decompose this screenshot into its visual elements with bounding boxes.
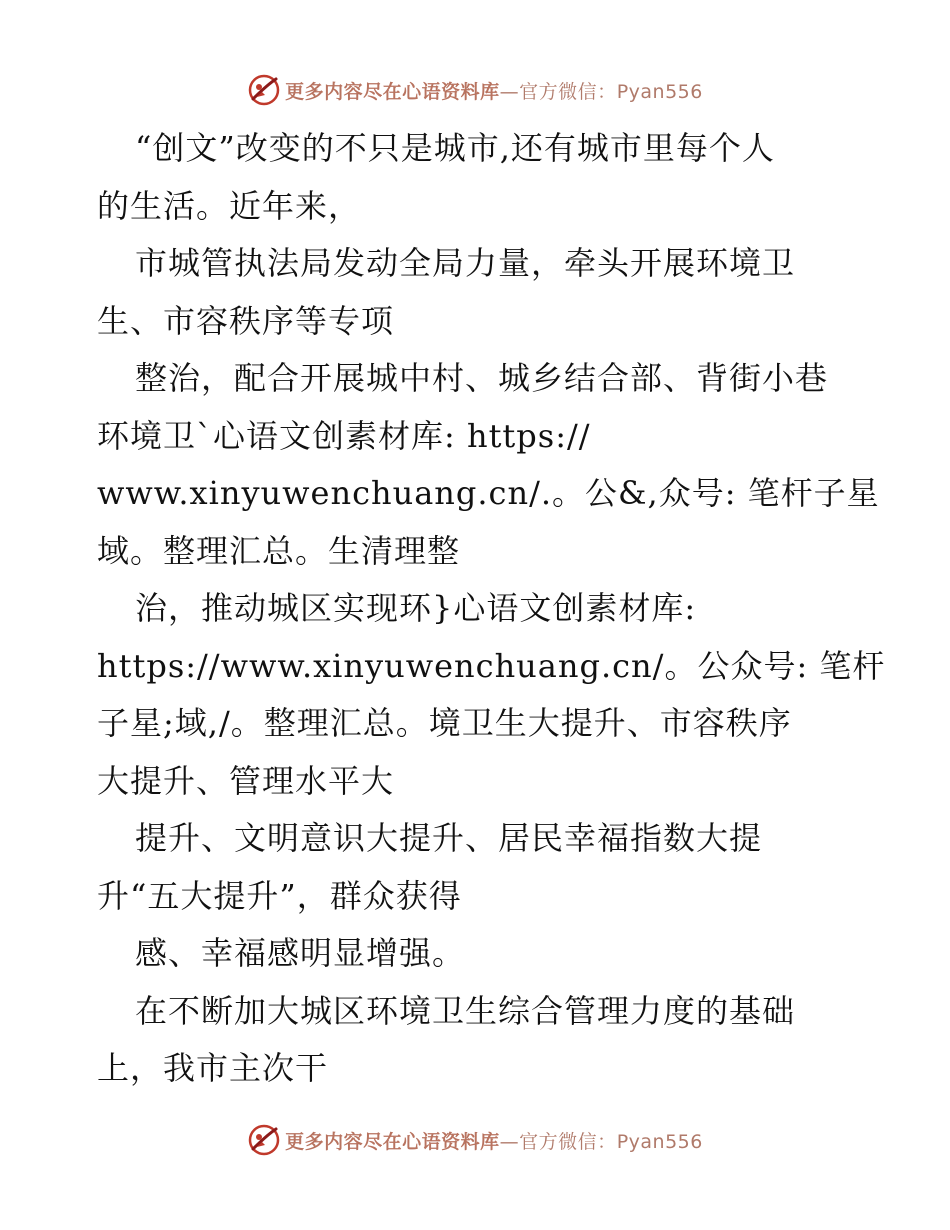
text-line: 大提升、管理水平大: [97, 761, 395, 800]
footer-watermark-text: [285, 1127, 703, 1154]
watermark-account: Pyan556: [616, 1130, 703, 1153]
pen-logo-icon: [247, 73, 281, 107]
text-line: 升“五大提升”，群众获得: [97, 876, 462, 915]
header-watermark-text: [285, 77, 703, 104]
text-line: 市城管执法局发动全局力量，牵头开展环境卫: [135, 244, 796, 282]
watermark-wechat-label: 官方微信：: [519, 1130, 617, 1153]
footer-watermark: [0, 1120, 950, 1160]
text-line: 域。整理汇总。生清理整: [97, 531, 461, 570]
watermark-separator: —: [499, 1130, 520, 1153]
text-line: 感、幸福感明显增强。: [135, 934, 466, 972]
text-line: 子星;域,/。整理汇总。境卫生大提升、市容秩序: [97, 704, 792, 742]
text-line: 治，推动城区实现环}心语文创素材库:: [135, 589, 697, 627]
text-line: 上，我市主次干: [97, 1049, 329, 1087]
watermark-main: 更多内容尽在心语资料库: [285, 1130, 500, 1153]
text-line: 提升、文明意识大提升、居民幸福指数大提: [135, 819, 763, 857]
text-line: 的生活。近年来，: [97, 186, 362, 225]
watermark-account: Pyan556: [616, 80, 703, 103]
text-line: “创文”改变的不只是城市,还有城市里每个人: [135, 129, 775, 167]
text-line: 生、市容秩序等专项: [97, 301, 395, 340]
text-line: 在不断加大城区环境卫生综合管理力度的基础: [135, 991, 796, 1030]
watermark-separator: —: [499, 80, 520, 103]
text-line: 环境卫`心语文创素材库: https://: [97, 416, 591, 455]
header-watermark: [0, 70, 950, 110]
pen-logo-icon: [247, 1123, 281, 1157]
watermark-wechat-label: 官方微信：: [519, 80, 617, 103]
document-body: [97, 120, 886, 1098]
watermark-main: 更多内容尽在心语资料库: [285, 80, 500, 103]
text-line: https://www.xinyuwenchuang.cn/。公众号: 笔杆: [97, 646, 886, 685]
text-line: www.xinyuwenchuang.cn/.。公&,众号: 笔杆子星: [97, 474, 880, 512]
text-line: 整治，配合开展城中村、城乡结合部、背街小巷: [135, 359, 829, 397]
